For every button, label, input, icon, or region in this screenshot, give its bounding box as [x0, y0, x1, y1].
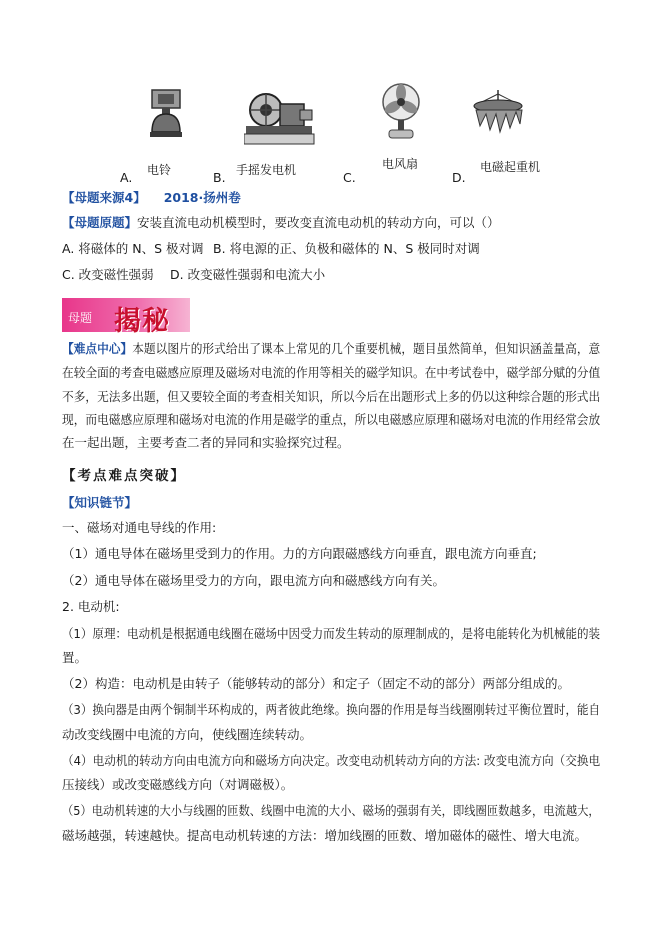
option-letter-a: A. [120, 170, 133, 185]
electromagnetic-crane-icon [470, 90, 526, 140]
knowledge-line-1: 一、磁场对通电导线的作用: [62, 520, 217, 535]
knowledge-line-6: 置。 [62, 650, 88, 665]
figure-fan [379, 82, 423, 144]
electric-fan-icon [379, 82, 423, 140]
option-letter-b: B. [213, 170, 226, 185]
difficulty-line-2: 在较全面的考查电磁感应原理及磁场对电流的作用等相关的磁学知识。在中考试卷中，磁学部分赋的分值 [62, 365, 601, 380]
banner-small-text: 母题 [68, 311, 93, 325]
section-banner [62, 298, 190, 337]
knowledge-line-4: 2. 电动机: [62, 599, 120, 614]
figure-crane [470, 90, 526, 144]
difficulty-line-3: 不多，无法多出题，但又要较全面的考查相关知识，所以今后在出题形式上多的仍以这种综合题的形式出 [62, 389, 601, 404]
option-a: A. 将磁体的 N、S 极对调 [62, 241, 204, 256]
knowledge-label: 【知识链节】 [62, 495, 138, 510]
knowledge-line-10: （4）电动机的转动方向由电流方向和磁场方向决定。改变电动机转动方向的方法: 改变电流方向（交换电 [62, 753, 601, 768]
electric-bell-icon [146, 88, 186, 148]
breakthrough-heading: 【考点难点突破】 [62, 468, 186, 484]
knowledge-line-11: 压接线）或改变磁感线方向（对调磁极）。 [62, 777, 294, 792]
difficulty-label: 【难点中心】 [62, 341, 133, 356]
option-letter-c: C. [343, 170, 356, 185]
question-line [62, 215, 500, 231]
knowledge-line-3: （2）通电导体在磁场里受力的方向，跟电流方向和磁感线方向有关。 [62, 573, 445, 588]
option-d: D. 改变磁性强弱和电流大小 [170, 267, 326, 282]
question-label: 【母题原题】 [62, 215, 138, 230]
knowledge-line-7: （2）构造：电动机是由转子（能够转动的部分）和定子（固定不动的部分）两部分组成的。 [62, 676, 570, 691]
difficulty-line-5: 在一起出题，主要考查二者的异同和实验探究过程。 [62, 435, 350, 450]
knowledge-line-8: （3）换向器是由两个铜制半环构成的，两者彼此绝缘。换向器的作用是每当线圈刚转过平衡位置时，能自 [62, 702, 601, 717]
difficulty-line-1 [62, 341, 600, 357]
option-b: B. 将电源的正、负极和磁体的 N、S 极同时对调 [213, 241, 480, 256]
question-text: 安装直流电动机模型时，要改变直流电动机的转动方向，可以（） [137, 215, 500, 230]
knowledge-line-12: （5）电动机转速的大小与线圈的匝数、线圈中电流的大小、磁场的强弱有关，即线圈匝数越多，电流越大， [62, 803, 600, 818]
figure-caption-b: 手摇发电机 [236, 163, 297, 177]
option-letter-d: D. [452, 170, 466, 185]
source-label: 【母题来源4】 [62, 190, 146, 205]
figure-caption-d: 电磁起重机 [480, 160, 541, 174]
figure-caption-c: 电风扇 [382, 157, 419, 171]
hand-crank-generator-icon [244, 92, 316, 146]
figure-caption-a: 电铃 [147, 163, 172, 177]
figure-bell [146, 88, 186, 152]
option-c: C. 改变磁性强弱 [62, 267, 154, 282]
knowledge-line-2: （1）通电导体在磁场里受到力的作用。力的方向跟磁感线方向垂直，跟电流方向垂直; [62, 546, 537, 561]
knowledge-line-5: （1）原理：电动机是根据通电线圈在磁场中因受力而发生转动的原理制成的，是将电能转化为机械能的装 [62, 626, 601, 641]
banner-big-text: 揭秘 [114, 306, 170, 337]
difficulty-line-4: 现，而电磁感应原理和磁场对电流的作用是磁学的重点，所以电磁感应原理和磁场对电流的作用经常会放 [62, 412, 601, 427]
knowledge-line-13: 磁场越强，转速越快。提高电动机转速的方法：增加线圈的匝数、增加磁体的磁性、增大电流。 [62, 828, 588, 843]
knowledge-line-9: 动改变线圈中电流的方向，使线圈连续转动。 [62, 727, 313, 742]
source-line [62, 190, 241, 206]
difficulty-text-1: 本题以图片的形式给出了课本上常见的几个重要机械，题目虽然简单，但知识涵盖量高，意 [132, 341, 601, 356]
figure-generator [244, 92, 316, 150]
source-value: 2018·扬州卷 [163, 190, 241, 205]
